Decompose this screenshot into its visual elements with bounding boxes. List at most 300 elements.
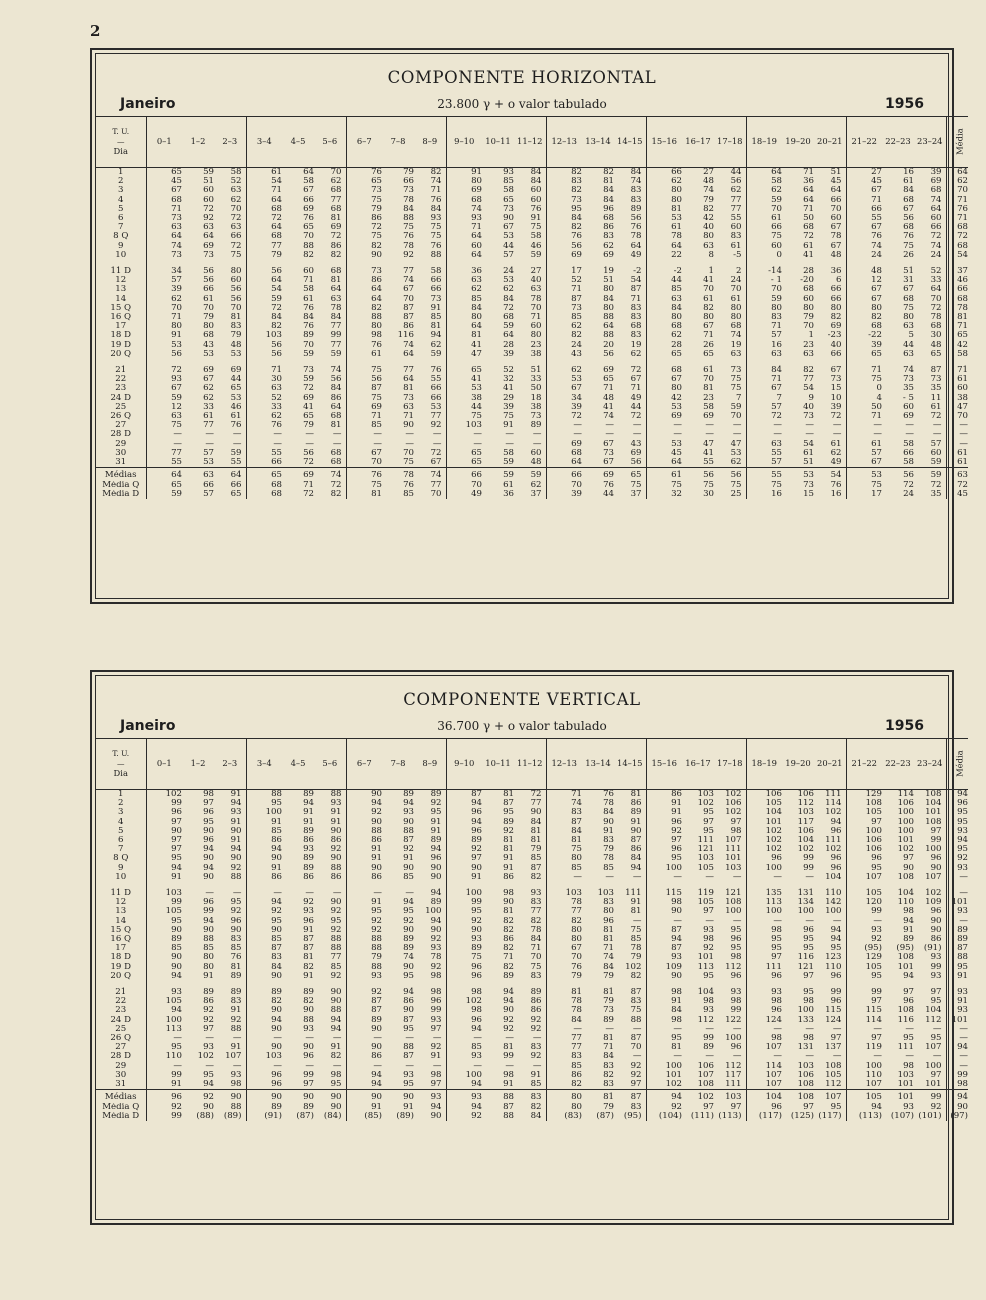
value-cell: 70 xyxy=(771,285,782,295)
value-cell: 74 xyxy=(703,186,714,196)
value-cell: 98 xyxy=(771,925,782,935)
value-cell: 94 xyxy=(414,845,446,854)
table-row xyxy=(96,963,968,972)
value-cell: 59 xyxy=(171,489,182,499)
vertical-component-panel xyxy=(90,670,968,1225)
value-cell: 84 xyxy=(603,808,614,818)
hour-column-header: 4–5 xyxy=(282,739,314,790)
value-cell: 68 xyxy=(671,322,682,332)
daily-mean-cell: 65 xyxy=(946,331,968,340)
value-cell: 24 xyxy=(914,251,946,260)
value-cell: 86 xyxy=(503,935,514,945)
value-cell: 96 xyxy=(603,204,614,214)
value-cell: 68 xyxy=(903,223,914,233)
value-cell: 66 xyxy=(814,295,846,304)
value-cell: 76 xyxy=(614,223,646,232)
value-cell: 85 xyxy=(571,313,582,323)
value-cell: 82 xyxy=(371,303,382,313)
value-cell: 89 xyxy=(503,817,514,827)
value-cell: 72 xyxy=(171,365,182,376)
value-cell: 111 xyxy=(897,1043,914,1053)
value-cell: 85 xyxy=(314,963,346,972)
value-cell: 81 xyxy=(303,953,314,963)
value-cell: 71 xyxy=(871,365,882,376)
value-cell: 85 xyxy=(671,285,682,295)
value-cell: 61 xyxy=(671,223,682,233)
value-cell: 96 xyxy=(414,854,446,863)
value-cell: 134 xyxy=(797,898,814,908)
value-cell: — xyxy=(314,430,346,439)
value-cell: 73 xyxy=(414,295,446,304)
value-cell: 78 xyxy=(571,997,582,1007)
value-cell: 80 xyxy=(471,313,482,323)
value-cell: 81 xyxy=(503,1043,514,1053)
value-cell: — xyxy=(873,430,882,440)
value-cell: 82 xyxy=(314,490,346,499)
value-cell: 92 xyxy=(503,1015,514,1025)
value-cell: 99 xyxy=(703,1034,714,1044)
daily-mean-cell: 63 xyxy=(946,468,968,481)
value-cell: — xyxy=(273,439,282,449)
value-cell: 108 xyxy=(814,1062,846,1071)
value-cell: 77 xyxy=(314,341,346,350)
hour-column-header: 23–24 xyxy=(914,739,946,790)
value-cell: 48 xyxy=(814,251,846,260)
value-cell: 93 xyxy=(303,845,314,855)
value-cell: 81 xyxy=(603,1034,614,1044)
value-cell: 75 xyxy=(614,926,646,935)
value-cell: 67 xyxy=(603,458,614,468)
daily-mean-cell: 70 xyxy=(946,186,968,195)
day-label: 19 D xyxy=(96,963,146,972)
value-cell: 82 xyxy=(503,962,514,972)
value-cell: 24 xyxy=(903,489,914,499)
value-cell: 69 xyxy=(914,177,946,186)
value-cell: 87 xyxy=(503,799,514,809)
value-cell: 57 xyxy=(914,440,946,449)
value-cell: 52 xyxy=(271,393,282,403)
value-cell: 99 xyxy=(471,898,482,908)
value-cell: 94 xyxy=(471,1024,482,1034)
value-cell: — xyxy=(514,430,546,439)
value-cell: — xyxy=(905,1024,914,1034)
value-cell: 85 xyxy=(271,935,282,945)
value-cell: 45 xyxy=(671,448,682,458)
value-cell: 101 xyxy=(714,854,746,863)
value-cell: 91 xyxy=(514,1071,546,1080)
value-cell: 93 xyxy=(714,981,746,997)
value-cell: 16 xyxy=(771,340,782,350)
value-cell: 28 xyxy=(671,340,682,350)
value-cell: 62 xyxy=(514,481,546,490)
daily-mean-cell: 91 xyxy=(946,997,968,1006)
value-cell: 53 xyxy=(471,384,482,394)
value-cell: 76 xyxy=(871,232,882,242)
hour-column-header: 7–8 xyxy=(382,739,414,790)
day-label: 5 xyxy=(96,205,146,214)
value-cell: 92 xyxy=(914,1103,946,1112)
tu-label: T. U. xyxy=(112,749,130,759)
value-cell: 91 xyxy=(214,818,246,827)
value-cell: 62 xyxy=(471,285,482,295)
value-cell: 80 xyxy=(203,962,214,972)
daily-mean-cell: 88 xyxy=(946,953,968,962)
value-cell: 106 xyxy=(797,826,814,836)
value-cell: 68 xyxy=(614,322,646,331)
value-cell: 90 xyxy=(914,926,946,935)
value-cell: 97 xyxy=(903,987,914,998)
media-header-label: Média xyxy=(954,750,965,778)
value-cell: 72 xyxy=(414,449,446,458)
value-cell: 87 xyxy=(403,836,414,846)
value-cell: 75 xyxy=(671,480,682,490)
table-row xyxy=(96,827,968,836)
value-cell: 94 xyxy=(271,1015,282,1025)
value-cell: 61 xyxy=(803,241,814,251)
value-cell: 58 xyxy=(514,232,546,241)
value-cell: 49 xyxy=(814,458,846,468)
day-label: Médias xyxy=(96,1090,146,1103)
value-cell: 7 xyxy=(714,394,746,403)
value-cell: 90 xyxy=(503,1006,514,1016)
value-cell: (113) xyxy=(714,1112,746,1121)
value-cell: — xyxy=(173,430,182,440)
value-cell: 110 xyxy=(865,1070,882,1080)
table-row xyxy=(96,295,968,304)
value-cell: 81 xyxy=(703,384,714,394)
value-cell: 76 xyxy=(414,196,446,205)
value-cell: 99 xyxy=(803,854,814,864)
value-cell: 91 xyxy=(314,808,346,817)
value-cell: 75 xyxy=(614,1006,646,1015)
value-cell: 76 xyxy=(514,205,546,214)
day-label: 25 xyxy=(96,1025,146,1034)
value-cell: 93 xyxy=(771,987,782,998)
value-cell: 106 xyxy=(797,1070,814,1080)
value-cell: 99 xyxy=(714,1006,746,1015)
value-cell: 24 xyxy=(714,276,746,285)
value-cell: 59 xyxy=(771,294,782,304)
value-cell: 83 xyxy=(514,898,546,907)
value-cell: 99 xyxy=(171,1070,182,1080)
value-cell: 115 xyxy=(814,1006,846,1015)
value-cell: 92 xyxy=(214,864,246,873)
value-cell: 97 xyxy=(814,1034,846,1043)
value-cell: 91 xyxy=(303,971,314,981)
value-cell: 102 xyxy=(197,1052,214,1062)
value-cell: 114 xyxy=(814,799,846,808)
value-cell: 87 xyxy=(403,303,414,313)
value-cell: 90 xyxy=(503,214,514,224)
value-cell: 104 xyxy=(914,799,946,808)
value-cell: 112 xyxy=(914,1016,946,1025)
value-cell: 79 xyxy=(403,167,414,177)
value-cell: 65 xyxy=(503,195,514,205)
day-label: 31 xyxy=(96,1080,146,1090)
value-cell: 77 xyxy=(571,907,582,917)
value-cell: 94 xyxy=(171,971,182,981)
value-cell: 73 xyxy=(603,448,614,458)
value-cell: 44 xyxy=(714,168,746,178)
value-cell: 62 xyxy=(671,177,682,187)
value-cell: 73 xyxy=(803,412,814,422)
value-cell: 84 xyxy=(514,935,546,944)
value-cell: 68 xyxy=(914,186,946,195)
value-cell: 78 xyxy=(614,232,646,241)
value-cell: 93 xyxy=(414,944,446,953)
value-cell: 80 xyxy=(671,384,682,394)
value-cell: 71 xyxy=(771,322,782,332)
value-cell: — xyxy=(614,1052,646,1061)
value-cell: 82 xyxy=(503,925,514,935)
value-cell: 76 xyxy=(214,421,246,430)
value-cell: 70 xyxy=(403,294,414,304)
value-cell: 116 xyxy=(397,331,414,341)
hour-column-header: 8–9 xyxy=(414,739,446,790)
value-cell: 61 xyxy=(203,294,214,304)
value-cell: 95 xyxy=(814,944,846,953)
value-cell: 78 xyxy=(403,241,414,251)
value-cell: 97 xyxy=(871,817,882,827)
value-cell: 72 xyxy=(314,232,346,241)
value-cell: 100 xyxy=(665,1061,682,1071)
value-cell: 93 xyxy=(171,987,182,998)
value-cell: 69 xyxy=(814,322,846,331)
table-row xyxy=(96,1062,968,1071)
value-cell: 77 xyxy=(171,448,182,458)
value-cell: 37 xyxy=(614,490,646,499)
value-cell: 99 xyxy=(314,331,346,340)
value-cell: 64 xyxy=(314,285,346,294)
value-cell: — xyxy=(305,888,314,899)
value-cell: 98 xyxy=(503,888,514,899)
value-cell: 46 xyxy=(514,242,546,251)
value-cell: 92 xyxy=(371,916,382,926)
value-cell: 65 xyxy=(914,350,946,359)
value-cell: 94 xyxy=(371,1080,382,1090)
value-cell: 50 xyxy=(803,214,814,224)
value-cell: 39 xyxy=(571,489,582,499)
value-cell: 95 xyxy=(671,854,682,864)
value-cell: 80 xyxy=(571,1102,582,1112)
value-cell: 90 xyxy=(414,864,446,873)
day-column-header xyxy=(96,117,146,168)
value-cell: 44 xyxy=(903,340,914,350)
table-row xyxy=(96,384,968,393)
value-cell: 91 xyxy=(471,167,482,177)
value-cell: 97 xyxy=(203,1024,214,1034)
value-cell: 86 xyxy=(514,1006,546,1015)
value-cell: 71 xyxy=(803,204,814,214)
value-cell: 97 xyxy=(914,827,946,836)
value-cell: 69 xyxy=(614,449,646,458)
value-cell: 90 xyxy=(371,863,382,873)
value-cell: 94 xyxy=(903,971,914,981)
value-cell: — xyxy=(714,430,746,439)
table-row xyxy=(96,186,968,195)
value-cell: 28 xyxy=(803,266,814,277)
value-cell: 90 xyxy=(503,898,514,908)
value-cell: 79 xyxy=(371,204,382,214)
value-cell: 68 xyxy=(803,285,814,295)
hour-column-header: 8–9 xyxy=(414,117,446,168)
value-cell: 97 xyxy=(714,1103,746,1112)
value-cell: 122 xyxy=(714,1016,746,1025)
value-cell: 59 xyxy=(214,449,246,458)
table-row xyxy=(96,818,968,827)
value-cell: 69 xyxy=(314,223,346,232)
value-cell: 105 xyxy=(765,799,782,809)
value-cell: 112 xyxy=(814,1080,846,1090)
table-row xyxy=(96,375,968,384)
value-cell: 70 xyxy=(703,285,714,295)
value-cell: 51 xyxy=(603,276,614,286)
value-cell: 86 xyxy=(271,872,282,882)
daily-mean-cell: 91 xyxy=(946,972,968,981)
value-cell: — xyxy=(873,916,882,926)
table-row xyxy=(96,313,968,322)
table-row xyxy=(96,972,968,981)
value-cell: 90 xyxy=(414,926,446,935)
value-cell: 95 xyxy=(771,944,782,954)
day-label: 28 D xyxy=(96,1052,146,1061)
value-cell: 96 xyxy=(714,972,746,981)
value-cell: 92 xyxy=(514,1016,546,1025)
table-row xyxy=(96,845,968,854)
value-cell: 90 xyxy=(371,1024,382,1034)
value-cell: 74 xyxy=(914,242,946,251)
value-cell: 89 xyxy=(403,944,414,954)
value-cell: 59 xyxy=(914,458,946,468)
value-cell: 93 xyxy=(171,375,182,385)
value-cell: 65 xyxy=(871,349,882,359)
value-cell: 94 xyxy=(814,818,846,827)
value-cell: 48 xyxy=(214,341,246,350)
value-cell: 94 xyxy=(414,882,446,898)
value-cell: — xyxy=(505,439,514,449)
value-cell: 100 xyxy=(865,1061,882,1071)
value-cell: 96 xyxy=(214,917,246,926)
value-cell: 80 xyxy=(546,1090,582,1103)
value-cell: — xyxy=(605,872,614,882)
value-cell: 99 xyxy=(914,836,946,845)
value-cell: 82 xyxy=(703,303,714,313)
value-cell: 41 xyxy=(703,276,714,286)
day-label: 30 xyxy=(96,1071,146,1080)
value-cell: 93 xyxy=(471,214,482,224)
value-cell: 71 xyxy=(871,412,882,422)
value-cell: 70 xyxy=(471,480,482,490)
daily-mean-cell: 76 xyxy=(946,205,968,214)
table-row xyxy=(96,331,968,340)
value-cell: 33 xyxy=(203,402,214,412)
hour-column-header: 17–18 xyxy=(714,739,746,790)
value-cell: 49 xyxy=(614,251,646,260)
media-column-header xyxy=(946,117,968,168)
value-cell: 113 xyxy=(165,1024,182,1034)
table-row xyxy=(96,322,968,331)
value-cell: 90 xyxy=(371,1043,382,1053)
day-label: 7 xyxy=(96,845,146,854)
value-cell: 93 xyxy=(914,972,946,981)
value-cell: 65 xyxy=(471,365,482,376)
value-cell: -22 xyxy=(868,331,882,341)
value-cell: 39 xyxy=(171,285,182,295)
value-cell: — xyxy=(773,1024,782,1034)
value-cell: 95 xyxy=(403,1024,414,1034)
value-cell: 94 xyxy=(203,1080,214,1090)
month-label: Janeiro xyxy=(120,718,176,734)
value-cell: 56 xyxy=(571,241,582,251)
value-cell: 90 xyxy=(671,971,682,981)
value-cell: 101 xyxy=(914,1080,946,1090)
value-cell: 58 xyxy=(703,402,714,412)
table-row xyxy=(96,981,968,997)
value-cell: 71 xyxy=(614,295,646,304)
value-cell: 39 xyxy=(503,349,514,359)
value-cell: 68 xyxy=(271,489,282,499)
value-cell: 89 xyxy=(471,944,482,954)
value-cell: — xyxy=(773,916,782,926)
value-cell: — xyxy=(405,439,414,449)
value-cell: 24 xyxy=(871,250,882,260)
hour-column-header: 16–17 xyxy=(682,739,714,790)
value-cell: 66 xyxy=(414,285,446,294)
value-cell: 87 xyxy=(614,1090,646,1103)
value-cell: 80 xyxy=(603,285,614,295)
value-cell: — xyxy=(614,1025,646,1034)
value-cell: 83 xyxy=(571,1052,582,1062)
value-cell: — xyxy=(205,1061,214,1071)
value-cell: 90 xyxy=(614,827,646,836)
value-cell: 93 xyxy=(703,925,714,935)
value-cell: 84 xyxy=(514,177,546,186)
value-cell: 85 xyxy=(471,294,482,304)
day-label: 5 xyxy=(96,827,146,836)
value-cell: 104 xyxy=(914,1006,946,1015)
value-cell: 88 xyxy=(214,1025,246,1034)
daily-mean-cell: 71 xyxy=(946,214,968,223)
value-cell: 60 xyxy=(471,241,482,251)
table-row xyxy=(96,232,968,241)
table-row xyxy=(96,898,968,907)
day-label: 19 D xyxy=(96,341,146,350)
value-cell: 87 xyxy=(403,313,414,323)
value-cell: 62 xyxy=(314,177,346,186)
value-cell: 68 xyxy=(314,186,346,195)
table-title: COMPONENTE VERTICAL xyxy=(403,690,641,709)
daily-mean-cell: 98 xyxy=(946,1080,968,1090)
value-cell: (95) xyxy=(864,944,882,954)
value-cell: 89 xyxy=(303,331,314,341)
value-cell: 52 xyxy=(571,276,582,286)
day-label: 12 xyxy=(96,898,146,907)
value-cell: 90 xyxy=(271,854,282,864)
value-cell: 107 xyxy=(697,1070,714,1080)
value-cell: 86 xyxy=(671,789,682,799)
value-cell: 77 xyxy=(803,375,814,385)
value-cell: — xyxy=(814,430,846,439)
value-cell: 87 xyxy=(614,1034,646,1043)
value-cell: 88 xyxy=(403,214,414,224)
value-cell: 96 xyxy=(414,997,446,1006)
value-cell: 75 xyxy=(371,232,382,242)
value-cell: 88 xyxy=(371,962,382,972)
value-cell: 112 xyxy=(714,1062,746,1071)
table-row xyxy=(96,394,968,403)
daily-mean-cell: 62 xyxy=(946,177,968,186)
value-cell: 72 xyxy=(303,384,314,394)
